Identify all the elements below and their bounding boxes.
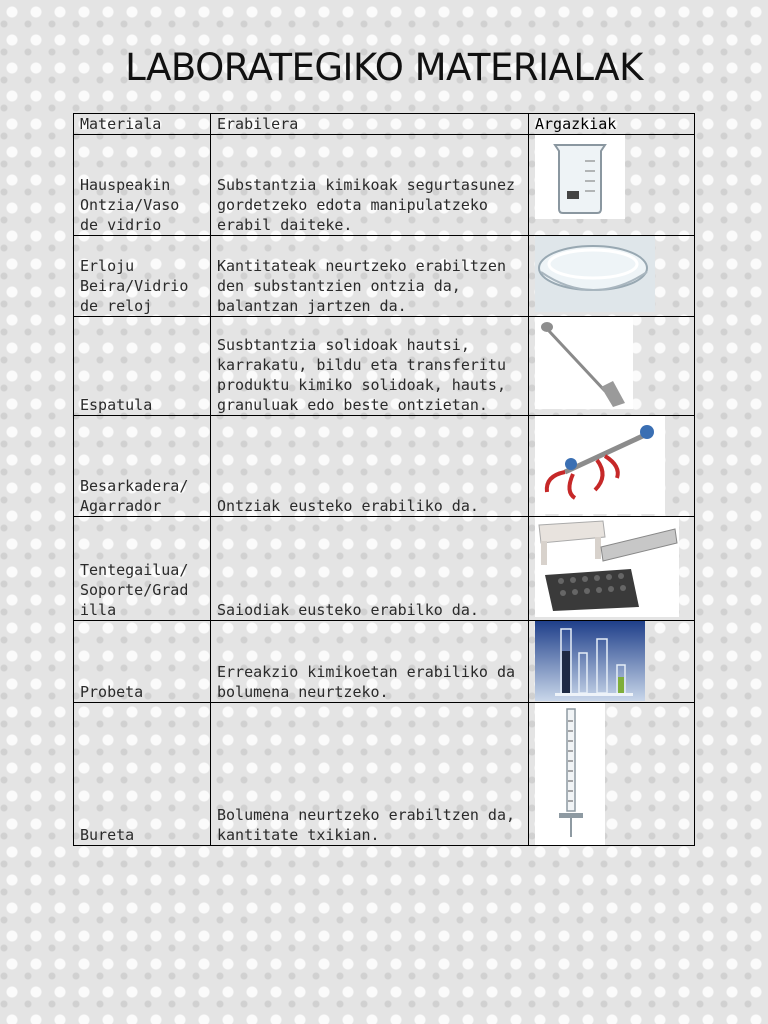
table-row: [74, 703, 695, 846]
table-header-row: [74, 114, 695, 135]
watch-glass-icon: [535, 236, 655, 312]
table-row: [74, 621, 695, 703]
material-name: Espatula: [74, 317, 211, 416]
beaker-icon: [535, 135, 625, 219]
table-row: [74, 135, 695, 236]
page-title: LABORATEGIKO MATERIALAK: [125, 46, 643, 89]
spatula-icon: [535, 317, 633, 409]
graduated-cylinder-icon: [535, 621, 645, 701]
test-tube-rack-icon: [535, 517, 679, 617]
material-name: Bureta: [74, 703, 211, 846]
table-row: [74, 517, 695, 621]
material-use: Kantitateak neurtzeko erabiltzen den substantzien ontzia da, balantzan jartzen da.: [211, 236, 529, 317]
table-row: [74, 236, 695, 317]
material-name: Erloju Beira/Vidrio de reloj: [74, 236, 211, 317]
material-use: Saiodiak eusteko erabilko da.: [211, 517, 529, 621]
material-use: Ontziak eusteko erabiliko da.: [211, 416, 529, 517]
header-materiala: Materiala: [74, 114, 211, 135]
material-use: Bolumena neurtzeko erabiltzen da, kantitate txikian.: [211, 703, 529, 846]
header-argazkiak: Argazkiak: [529, 114, 695, 135]
material-name: Besarkadera/ Agarrador: [74, 416, 211, 517]
material-use: Substantzia kimikoak segurtasunez gordetzeko edota manipulatzeko erabil daiteke.: [211, 135, 529, 236]
header-erabilera: Erabilera: [211, 114, 529, 135]
clamp-icon: [535, 416, 665, 514]
material-use: Erreakzio kimikoetan erabiliko da bolumena neurtzeko.: [211, 621, 529, 703]
burette-icon: [535, 703, 605, 845]
materials-table: [73, 113, 695, 846]
material-name: Probeta: [74, 621, 211, 703]
material-name: Hauspeakin Ontzia/Vaso de vidrio: [74, 135, 211, 236]
table-row: [74, 317, 695, 416]
material-name: Tentegailua/ Soporte/Grad illa: [74, 517, 211, 621]
table-row: [74, 416, 695, 517]
material-use: Susbtantzia solidoak hautsi, karrakatu, bildu eta transferitu produktu kimiko solidoak, hauts, granuluak edo beste ontzietan.: [211, 317, 529, 416]
